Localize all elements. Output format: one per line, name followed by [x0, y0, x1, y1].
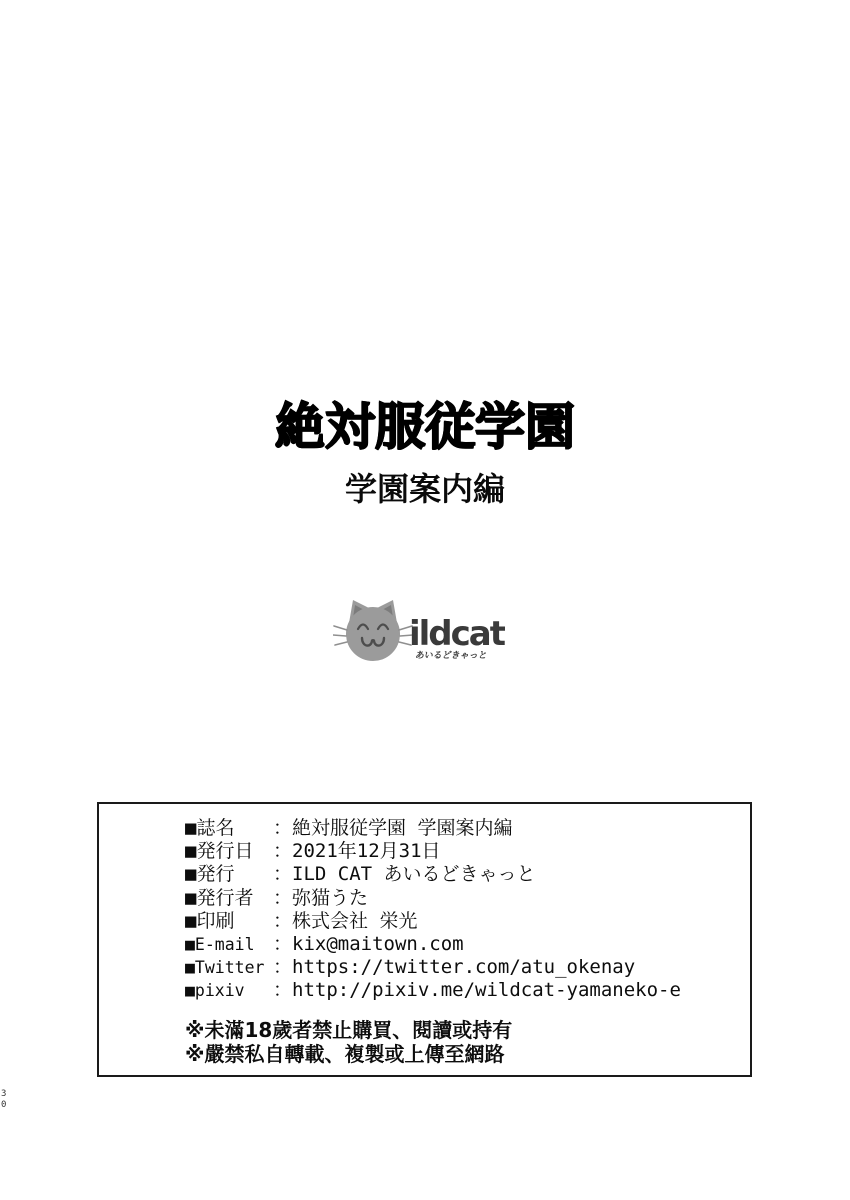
- wildcat-logo: [333, 596, 505, 674]
- row-colon: ：: [273, 886, 293, 909]
- warning-age-restriction: ※未滿18歲者禁止購買、閱讀或持有: [185, 1017, 513, 1042]
- colophon-row-author: [185, 887, 740, 910]
- pixiv-url: http://pixiv.me/wildcat-yamaneko-e: [292, 979, 681, 1002]
- row-value: 絶対服従学園 学園案内編: [292, 817, 513, 839]
- logo-brand-text: ildcat: [409, 614, 504, 654]
- colophon-row-title: [185, 817, 740, 840]
- colophon-row-printer: [185, 910, 740, 933]
- row-label: ■印刷: [185, 909, 235, 932]
- email-address: kix@maitown.com: [292, 933, 464, 956]
- colophon-row-twitter: [185, 956, 740, 979]
- row-value: ILD CAT あいるどきゃっと: [292, 863, 536, 886]
- row-label: ■発行日: [185, 840, 254, 863]
- row-colon: ：: [273, 956, 293, 979]
- row-value: 弥猫うた: [292, 886, 369, 909]
- row-colon: ：: [273, 840, 293, 863]
- page-number: 30: [1, 1089, 7, 1110]
- row-colon: ：: [273, 909, 293, 932]
- row-label: ■発行: [185, 863, 235, 886]
- row-value: 株式会社 栄光: [292, 909, 418, 932]
- twitter-url: https://twitter.com/atu_okenay: [292, 956, 636, 979]
- warning-notes: [185, 1018, 740, 1066]
- row-label: ■E-mail: [185, 935, 255, 955]
- colophon-row-date: [185, 840, 740, 863]
- row-colon: ：: [273, 817, 293, 839]
- colophon-row-publisher: [185, 863, 740, 886]
- row-label: ■Twitter: [185, 958, 265, 978]
- row-label: ■誌名: [185, 817, 235, 839]
- row-colon: ：: [273, 863, 293, 886]
- cat-head-icon: [333, 600, 413, 661]
- colophon-row-email: [185, 933, 740, 956]
- row-label: ■pixiv: [185, 981, 245, 1001]
- book-subtitle: 学園案内編: [344, 470, 505, 508]
- colophon-box: [97, 802, 752, 1077]
- row-value: 2021年12月31日: [292, 840, 441, 863]
- row-label: ■発行者: [185, 886, 254, 909]
- book-title: 絶対服従学園: [275, 398, 575, 456]
- row-colon: ：: [273, 933, 293, 956]
- logo-reading-text: あいるどきゃっと: [414, 651, 489, 661]
- row-colon: ：: [273, 979, 293, 1002]
- warning-no-repost: ※嚴禁私自轉載、複製或上傳至網路: [185, 1041, 505, 1066]
- colophon-row-pixiv: [185, 979, 740, 1002]
